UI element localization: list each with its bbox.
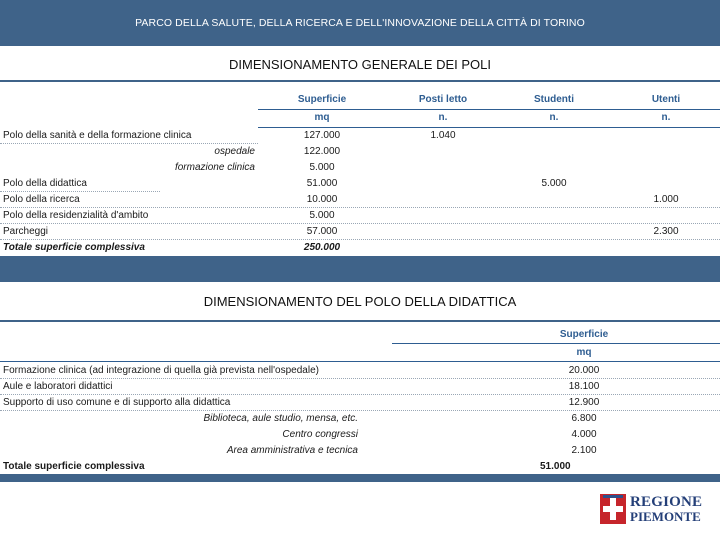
table1-row-superficie: 5.000 [309, 210, 335, 221]
table1-row-utenti: 1.000 [653, 194, 679, 205]
table1-header-posti-letto: Posti letto [418, 94, 468, 105]
table1-total-superficie: 250.000 [303, 242, 341, 253]
row-divider [0, 378, 720, 379]
table1-unit-mq: mq [314, 112, 330, 123]
table1-row-label: Polo della sanità e della formazione clinica [3, 130, 192, 141]
table2-row-label: Biblioteca, aule studio, mensa, etc. [203, 413, 358, 424]
table1-row-label: formazione clinica [174, 162, 255, 173]
table1-unit-rule [258, 127, 720, 128]
table2-row-superficie: 12.900 [568, 397, 600, 408]
table2-total-label: Totale superficie complessiva [3, 461, 145, 472]
logo-line2: PIEMONTE [630, 509, 701, 524]
table1-header-studenti: Studenti [534, 94, 574, 105]
table1-row-studenti: 5.000 [541, 178, 567, 189]
regione-piemonte-logo [600, 494, 704, 524]
shield-icon [600, 494, 626, 524]
table1-title: DIMENSIONAMENTO GENERALE DEI POLI [229, 57, 491, 72]
table2-total-superficie: 51.000 [540, 461, 571, 472]
table1-row-superficie: 57.000 [306, 226, 338, 237]
row-divider [0, 239, 720, 240]
table2-row-label: Area amministrativa e tecnica [226, 445, 358, 456]
table2-unit-mq: mq [576, 347, 592, 358]
table1-header-utenti: Utenti [651, 94, 681, 105]
table1-row-superficie: 51.000 [306, 178, 338, 189]
table2-row-superficie: 2.100 [571, 445, 597, 456]
row-divider [0, 410, 720, 411]
table1-row-label: Polo della residenzialità d'ambito [3, 210, 149, 221]
table2-row-label: Supporto di uso comune e di supporto alla didattica [3, 397, 231, 408]
logo-line1: REGIONE [630, 494, 703, 510]
row-divider [0, 207, 720, 208]
table1-row-label: Polo della ricerca [3, 194, 80, 205]
table1-row-superficie: 127.000 [303, 130, 341, 141]
table1-row-posti-letto: 1.040 [430, 130, 456, 141]
header-band [0, 0, 720, 46]
row-divider [0, 143, 258, 144]
table1-row-superficie: 122.000 [303, 146, 341, 157]
table1-row-superficie: 5.000 [309, 162, 335, 173]
table2-header-rule [392, 343, 720, 344]
table1-top-rule [0, 80, 720, 82]
table2-row-superficie: 20.000 [568, 365, 600, 376]
table1-header-superficie: Superficie [297, 94, 347, 105]
page-title: PARCO DELLA SALUTE, DELLA RICERCA E DELL'INNOVAZIONE DELLA CITTÀ DI TORINO [135, 17, 585, 29]
table2-row-superficie: 4.000 [571, 429, 597, 440]
table1-header-rule [258, 109, 720, 110]
table1-row-label: Parcheggi [3, 226, 49, 237]
table2-row-superficie: 6.800 [571, 413, 597, 424]
row-divider [0, 394, 720, 395]
table2-top-rule [0, 320, 720, 322]
table1-unit-n: n. [661, 112, 671, 123]
row-divider [0, 191, 160, 192]
table2-row-label: Aule e laboratori didattici [3, 381, 113, 392]
table1-row-superficie: 10.000 [306, 194, 338, 205]
table2-row-superficie: 18.100 [568, 381, 600, 392]
table1-unit-n: n. [438, 112, 448, 123]
bottom-band [0, 474, 720, 482]
table1-unit-n: n. [549, 112, 559, 123]
table2-row-label: Centro congressi [282, 429, 358, 440]
table1-total-label: Totale superficie complessiva [3, 242, 145, 253]
table1-row-utenti: 2.300 [653, 226, 679, 237]
table2-header-superficie: Superficie [559, 329, 609, 340]
table1-row-label: Polo della didattica [3, 178, 87, 189]
table2-title: DIMENSIONAMENTO DEL POLO DELLA DIDATTICA [203, 294, 517, 309]
table2-unit-rule [0, 361, 720, 362]
section-separator-band [0, 256, 720, 282]
table2-row-label: Formazione clinica (ad integrazione di quella già prevista nell'ospedale) [3, 365, 319, 376]
table1-row-label: ospedale [214, 146, 255, 157]
row-divider [0, 223, 720, 224]
